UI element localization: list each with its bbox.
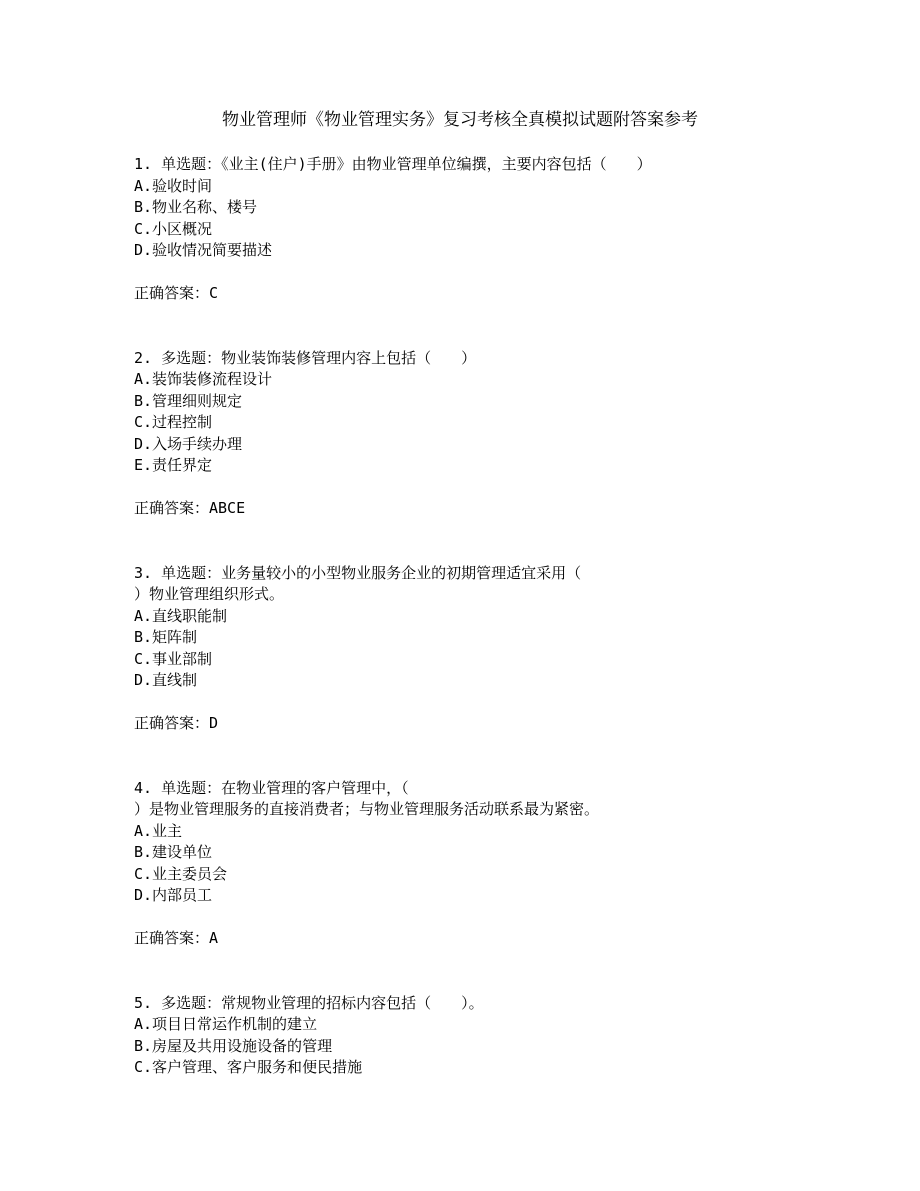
option-b: B.房屋及共用设施设备的管理: [134, 1036, 333, 1055]
question-3: [134, 563, 834, 735]
question-stem: 5. 多选题：常规物业管理的招标内容包括（ ）。: [134, 993, 484, 1012]
option-c: C.小区概况: [134, 219, 213, 238]
question-1: [134, 154, 834, 305]
question-stem: 1. 单选题：《业主(住户)手册》由物业管理单位编撰，主要内容包括（ ）: [134, 155, 652, 173]
option-c: C.事业部制: [134, 649, 213, 668]
question-stem: 3. 单选题：业务量较小的小型物业服务企业的初期管理适宜采用（: [134, 563, 582, 582]
option-c: C.客户管理、客户服务和便民措施: [134, 1058, 363, 1076]
question-stem-continued: ）物业管理组织形式。: [134, 585, 285, 603]
question-stem-continued: ）是物业管理服务的直接消费者；与物业管理服务活动联系最为紧密。: [134, 800, 600, 818]
option-d: D.入场手续办理: [134, 434, 243, 453]
option-c: C.业主委员会: [134, 864, 228, 883]
option-a: A.验收时间: [134, 176, 213, 195]
option-e: E.责任界定: [134, 456, 213, 474]
question-5: [134, 993, 834, 1079]
option-a: A.业主: [134, 821, 183, 840]
option-b: B.物业名称、楼号: [134, 198, 258, 216]
option-d: D.内部员工: [134, 886, 213, 904]
question-stem: 2. 多选题：物业装饰装修管理内容上包括（ ）: [134, 348, 477, 367]
option-a: A.项目日常运作机制的建立: [134, 1015, 318, 1033]
question-4: [134, 778, 834, 950]
option-a: A.装饰装修流程设计: [134, 370, 273, 388]
document-title: 物业管理师《物业管理实务》复习考核全真模拟试题附答案参考: [222, 110, 698, 130]
question-stem: 4. 单选题：在物业管理的客户管理中，（: [134, 778, 409, 797]
option-b: B.建设单位: [134, 843, 213, 861]
answer: 正确答案：C: [134, 284, 219, 302]
answer: 正确答案：A: [134, 929, 219, 947]
option-c: C.过程控制: [134, 413, 213, 431]
document-body: [134, 154, 834, 1079]
option-d: D.验收情况简要描述: [134, 241, 273, 259]
option-b: B.矩阵制: [134, 628, 198, 646]
option-b: B.管理细则规定: [134, 391, 243, 410]
option-d: D.直线制: [134, 671, 198, 689]
answer: 正确答案：ABCE: [134, 499, 246, 517]
answer: 正确答案：D: [134, 714, 219, 732]
option-a: A.直线职能制: [134, 606, 228, 625]
question-2: [134, 348, 834, 520]
